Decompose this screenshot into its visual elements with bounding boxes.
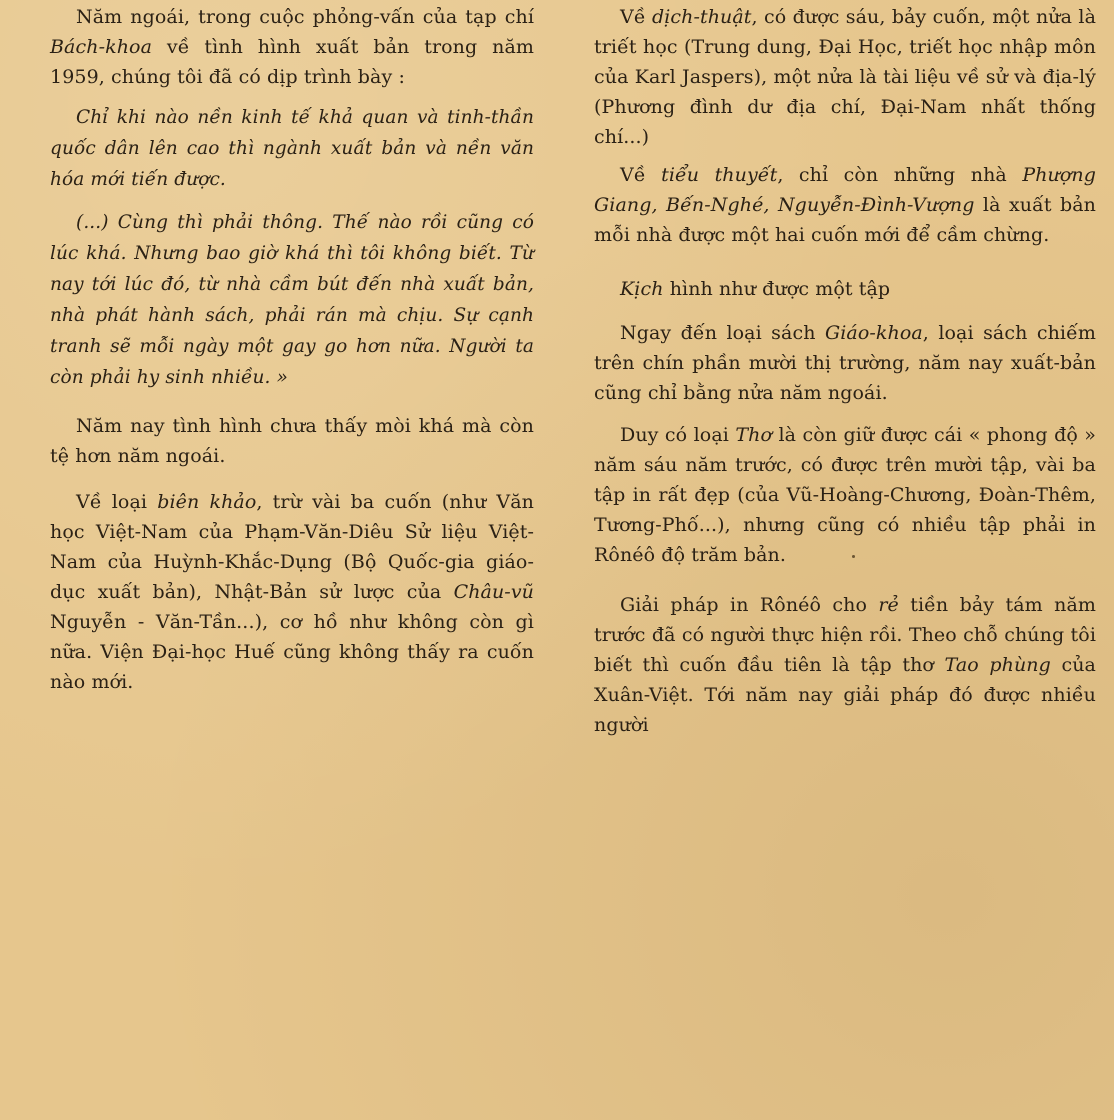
roneo-text-b: tiền bảy tám năm trước đã có người thực hiện rồi. Theo chỗ chúng tôi biết thì cuốn đầu tiên là tập thơ bbox=[594, 594, 1096, 676]
research-text-c: Nguyễn - Văn-Tần...), cơ hồ như không còn gì nữa. Viện Đại-học Huế cũng không thấy ra cuốn nào mới. bbox=[50, 611, 534, 693]
research-text-a: Về loại bbox=[76, 491, 148, 513]
research-term: biên khảo bbox=[157, 491, 257, 513]
poetry-text-b: là còn giữ được cái « phong độ » năm sáu năm trước, có được trên mười tập, vài ba tập in rất đẹp (của Vũ-Hoàng-Chương, Đoàn-Thêm, Tương-Phố...), nhưng cũng có nhiều tập phải in Rônéô độ trăm bản. bbox=[594, 424, 1096, 566]
drama-text: hình như được một tập bbox=[669, 278, 891, 300]
drama-term: Kịch bbox=[620, 278, 664, 300]
print-speck bbox=[852, 555, 855, 558]
right-column bbox=[566, 0, 1096, 1120]
quote-2-text: (...) Cùng thì phải thông. Thế nào rồi cũng có lúc khá. Nhưng bao giờ khá thì tôi không biết. Từ nay tới lúc đó, từ nhà cầm bút đến nhà xuất bản, nhà phát hành sách, phải rán mà chịu. Sự cạnh tranh sẽ mỗi ngày một gay go hơn nữa. Người ta còn phải hy sinh nhiều. » bbox=[50, 212, 534, 388]
quote-1-text: Chỉ khi nào nền kinh tế khả quan và tinh-thần quốc dân lên cao thì ngành xuất bản và nền văn hóa mới tiến được. bbox=[50, 107, 534, 190]
intro-text: Năm ngoái, trong cuộc phỏng-vấn của tạp chí bbox=[76, 6, 534, 28]
intro-paragraph bbox=[50, 2, 534, 92]
author-pen-name: Châu-vũ bbox=[453, 581, 534, 603]
cheap-term: rẻ bbox=[878, 594, 899, 616]
poetry-term: Thơ bbox=[735, 424, 773, 446]
research-paragraph bbox=[50, 487, 534, 697]
intro-rest-text: về tình hình xuất bản trong năm 1959, chúng tôi đã có dịp trình bày : bbox=[50, 36, 535, 88]
translation-paragraph bbox=[594, 2, 1096, 152]
novel-text-a: Về bbox=[620, 164, 646, 186]
translation-text-a: Về bbox=[620, 6, 646, 28]
textbook-paragraph bbox=[594, 318, 1096, 408]
this-year-text: Năm nay tình hình chưa thấy mòi khá mà còn tệ hơn năm ngoái. bbox=[50, 415, 534, 467]
publisher-names: Phượng Giang, Bến-Nghé, Nguyễn-Đình-Vượng bbox=[594, 164, 1096, 216]
poetry-text-a: Duy có loại bbox=[620, 424, 729, 446]
translation-text-b: , có được sáu, bảy cuốn, một nửa là triết học (Trung dung, Đại Học, triết học nhập môn của Karl Jaspers), một nửa là tài liệu về sử và địa-lý (Phương đình dư địa chí, Đại-Nam nhất thống chí...) bbox=[594, 6, 1096, 148]
roneo-text-c: của Xuân-Việt. Tới năm nay giải pháp đó được nhiều người bbox=[594, 654, 1096, 736]
poem-collection-title: Tao phùng bbox=[944, 654, 1051, 676]
novel-text-c: là xuất bản mỗi nhà được một hai cuốn mới để cầm chừng. bbox=[594, 194, 1096, 246]
roneo-text-a: Giải pháp in Rônéô cho bbox=[620, 594, 868, 616]
this-year-paragraph bbox=[50, 411, 534, 471]
magazine-name: Bách-khoa bbox=[50, 36, 153, 58]
novel-paragraph bbox=[594, 160, 1096, 250]
textbook-text-a: Ngay đến loại sách bbox=[620, 322, 816, 344]
two-column-layout bbox=[14, 0, 1096, 1120]
quote-paragraph-1 bbox=[50, 102, 534, 195]
novel-text-b: , chỉ còn những nhà bbox=[777, 164, 1007, 186]
left-column bbox=[14, 0, 544, 1120]
research-text-b: , trừ vài ba cuốn (như Văn học Việt-Nam của Phạm-Văn-Diêu Sử liệu Việt-Nam của Huỳnh-Khắc-Dụng (Bộ Quốc-gia giáo-dục xuất bản), Nhật-Bản sử lược của bbox=[50, 491, 535, 603]
drama-paragraph bbox=[594, 274, 1096, 304]
quote-paragraph-2 bbox=[50, 207, 534, 393]
translation-term: dịch-thuật bbox=[651, 6, 752, 28]
textbook-text-b: , loại sách chiếm trên chín phần mười thị trường, năm nay xuất-bản cũng chỉ bằng nửa năm ngoái. bbox=[594, 322, 1096, 404]
textbook-term: Giáo-khoa bbox=[824, 322, 923, 344]
roneo-paragraph bbox=[594, 590, 1096, 740]
novel-term: tiểu thuyết bbox=[661, 164, 778, 186]
quote-block bbox=[50, 102, 534, 393]
poetry-paragraph bbox=[594, 420, 1096, 570]
